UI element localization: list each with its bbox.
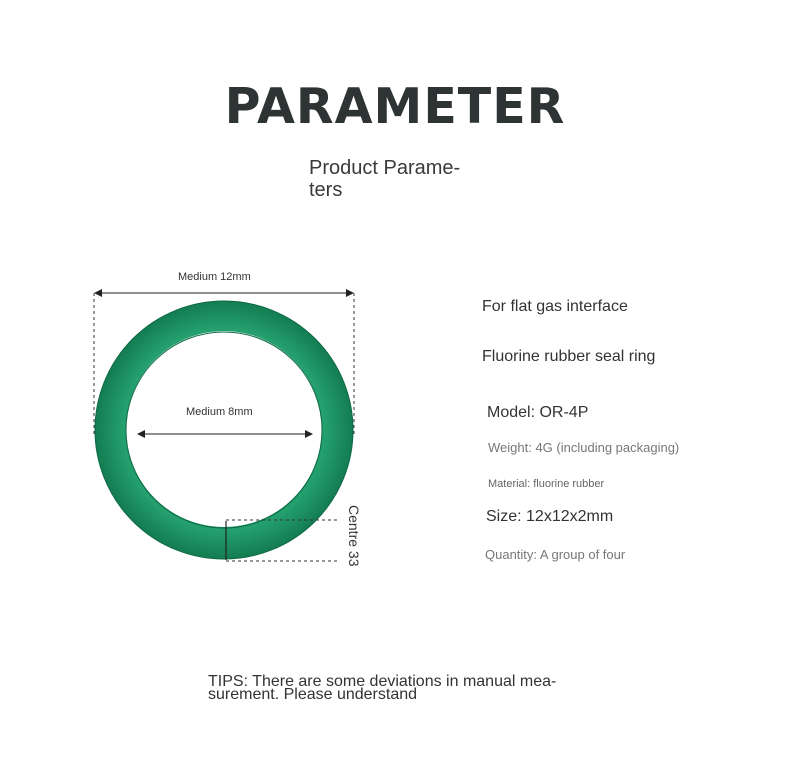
tips-note: TIPS: There are some deviations in manual mea- surement. Please understand xyxy=(208,673,557,703)
outer-diameter-label: Medium 12mm xyxy=(178,271,251,283)
spec-material: Material: fluorine rubber xyxy=(488,478,605,490)
page-title: PARAMETER xyxy=(224,78,566,135)
spec-weight: Weight: 4G (including packaging) xyxy=(488,440,680,455)
page-subtitle: Product Parame- ters xyxy=(309,157,461,201)
spec-model: Model: OR-4P xyxy=(487,404,589,421)
inner-diameter-label: Medium 8mm xyxy=(186,406,253,418)
spec-size: Size: 12x12x2mm xyxy=(486,508,614,525)
spec-product-name: Fluorine rubber seal ring xyxy=(482,348,656,365)
thickness-label: Centre 33 xyxy=(346,505,362,567)
spec-usage: For flat gas interface xyxy=(482,298,628,315)
seal-ring xyxy=(95,301,353,559)
spec-quantity: Quantity: A group of four xyxy=(485,547,626,562)
